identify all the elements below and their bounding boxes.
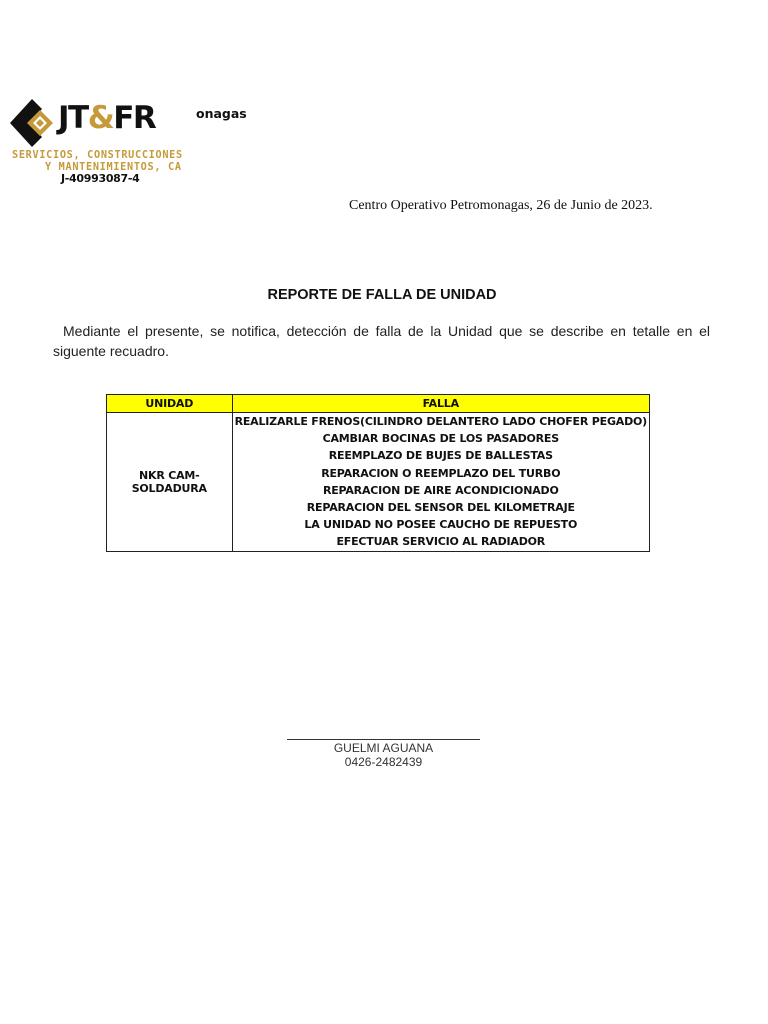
- signature-line: [287, 739, 480, 740]
- fault-cell: REPARACION DE AIRE ACONDICIONADO: [232, 482, 649, 499]
- company-logo-text: [58, 100, 156, 136]
- company-logo-icon: [8, 96, 58, 150]
- fault-cell: LA UNIDAD NO POSEE CAUCHO DE REPUESTO: [232, 516, 649, 533]
- header-unidad: UNIDAD: [107, 395, 233, 413]
- logo-subtitle-line-1: SERVICIOS, CONSTRUCCIONES: [12, 150, 183, 161]
- logo-text-fr: FR: [113, 100, 156, 136]
- fault-cell: REPARACION O REEMPLAZO DEL TURBO: [232, 465, 649, 482]
- fault-cell: REPARACION DEL SENSOR DEL KILOMETRAJE: [232, 499, 649, 516]
- fault-cell: EFECTUAR SERVICIO AL RADIADOR: [232, 533, 649, 551]
- logo-text-jt: JT: [58, 100, 88, 136]
- place-date: Centro Operativo Petromonagas, 26 de Junio de 2023.: [349, 198, 653, 213]
- report-title: REPORTE DE FALLA DE UNIDAD: [267, 287, 497, 303]
- intro-paragraph: Mediante el presente, se notifica, detección de falla de la Unidad que se describe en tetalle en el siguente recuadro.: [53, 323, 710, 359]
- company-name-fragment: onagas: [196, 106, 247, 121]
- table-header-row: [107, 395, 650, 413]
- header-falla: FALLA: [232, 395, 649, 413]
- logo-text-amp: &: [87, 100, 114, 136]
- logo-subtitle-line-2: Y MANTENIMIENTOS, CA: [45, 162, 182, 173]
- fault-table: [106, 394, 650, 552]
- company-rif: J-40993087-4: [61, 172, 140, 185]
- fault-cell: REEMPLAZO DE BUJES DE BALLESTAS: [232, 447, 649, 464]
- signatory-name: GUELMI AGUANA: [333, 741, 434, 755]
- unit-cell: NKR CAM-SOLDADURA: [107, 413, 233, 552]
- fault-cell: CAMBIAR BOCINAS DE LOS PASADORES: [232, 430, 649, 447]
- signatory-phone: 0426-2482439: [344, 755, 423, 769]
- fault-cell: REALIZARLE FRENOS(CILINDRO DELANTERO LADO CHOFER PEGADO): [232, 413, 649, 431]
- table-row: [107, 413, 650, 431]
